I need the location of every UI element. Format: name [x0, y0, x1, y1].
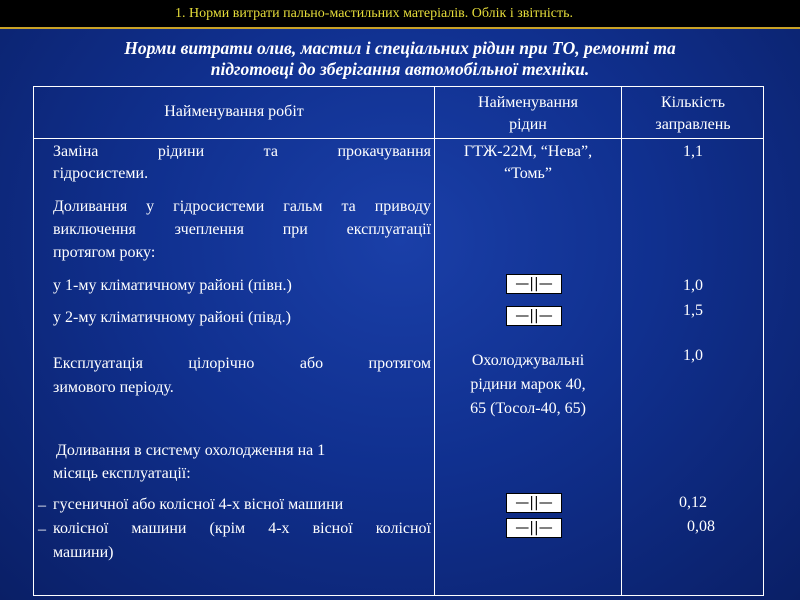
- row8-quantity: 0,08: [687, 518, 715, 535]
- row1-work-line-2: гідросистеми.: [53, 165, 149, 182]
- header-quantity-line-1: Кількість: [660, 94, 725, 111]
- header-divider: [33, 138, 764, 139]
- slide-heading: [40, 38, 760, 80]
- header-work-name: Найменування робіт: [164, 103, 304, 120]
- header-quantity: [622, 92, 764, 136]
- row4-ditto-mark: —||—: [506, 306, 562, 326]
- heading-line-2: підготовці до зберігання автомобільної техніки.: [210, 59, 590, 79]
- row7-dash: –: [38, 497, 46, 514]
- row5-fluid-line-3: 65 (Тосол-40, 65): [470, 400, 586, 417]
- row8-ditto-mark: —||—: [506, 518, 562, 538]
- row1-work-line-1: Заміна рідини та прокачування: [53, 143, 431, 160]
- row1-fluid-line-2: “Томь”: [504, 165, 552, 182]
- header-fluid-line-1: Найменування: [478, 94, 578, 111]
- row3-quantity: 1,0: [683, 277, 703, 294]
- row7-ditto-mark: —||—: [506, 493, 562, 513]
- header-fluid-name: [435, 92, 621, 136]
- header-fluid-line-2: рідин: [509, 116, 547, 133]
- top-bar: [0, 0, 800, 29]
- row8-work-line-1: колісної машини (крім 4-х вісної колісної: [53, 520, 431, 537]
- row2-work-line-3: протягом року:: [53, 244, 156, 261]
- row1-fluid-line-1: ГТЖ-22М, “Нева”,: [463, 143, 593, 160]
- row1-quantity: 1,1: [683, 143, 703, 160]
- row3-ditto-mark: —||—: [506, 274, 562, 294]
- row5-fluid-line-1: Охолоджувальні: [471, 352, 585, 369]
- section-title: 1. Норми витрати пально-мастильних матеріалів. Облік і звітність.: [175, 6, 573, 21]
- row3-work: у 1-му кліматичному районі (півн.): [53, 277, 292, 294]
- row6-work-line-2: місяць експлуатації:: [53, 465, 191, 482]
- header-quantity-line-2: заправлень: [655, 116, 731, 133]
- row5-work-line-1: Експлуатація цілорічно або протягом: [53, 355, 431, 372]
- row5-fluid-line-2: рідини марок 40,: [470, 376, 586, 393]
- row4-work: у 2-му кліматичному районі (півд.): [53, 309, 291, 326]
- row8-dash: –: [38, 521, 46, 538]
- heading-line-1: Норми витрати олив, мастил і спеціальних рідин при ТО, ремонті та: [124, 38, 676, 58]
- row4-quantity: 1,5: [683, 302, 703, 319]
- row7-work: гусеничної або колісної 4-х вісної машини: [53, 496, 344, 513]
- row5-work-line-2: зимового періоду.: [53, 379, 174, 396]
- row5-quantity: 1,0: [683, 347, 703, 364]
- row2-work-line-1: Доливання у гідросистеми гальм та приводу: [53, 198, 431, 215]
- row8-work-line-2: машини): [53, 544, 114, 561]
- row6-work-line-1: Доливання в систему охолодження на 1: [56, 442, 326, 459]
- row7-quantity: 0,12: [679, 494, 707, 511]
- row2-work-line-2: виключення зчеплення при експлуатації: [53, 221, 431, 238]
